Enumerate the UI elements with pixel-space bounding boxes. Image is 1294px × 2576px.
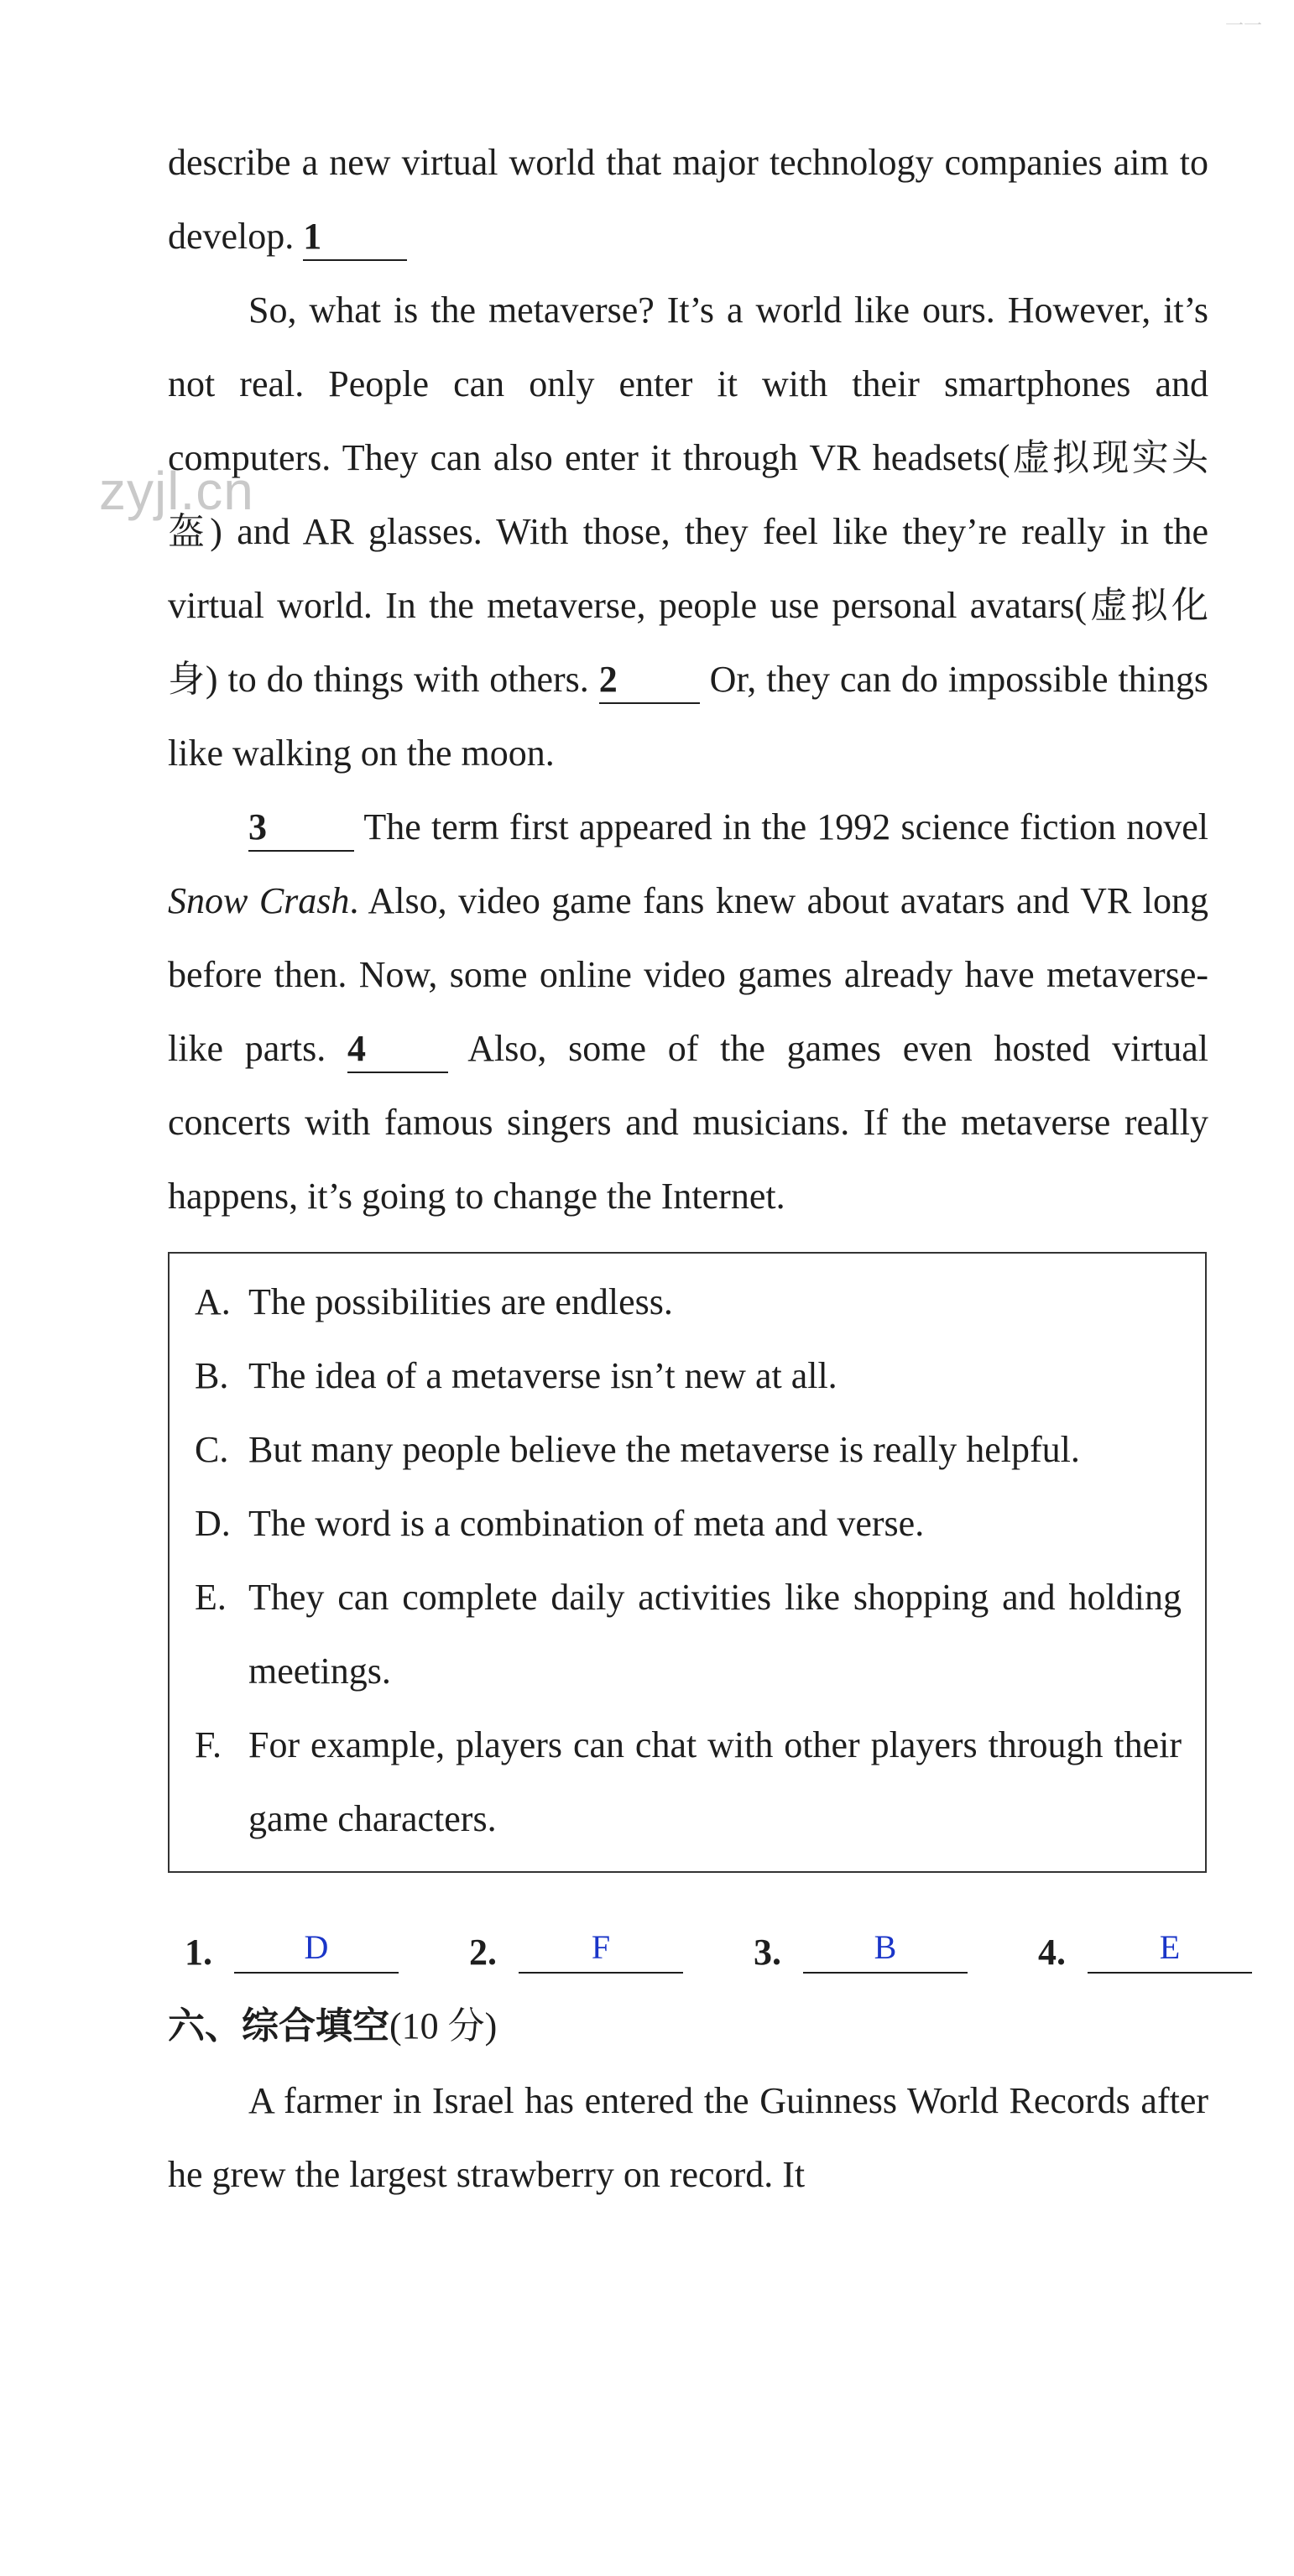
option-text: The idea of a metaverse isn’t new at all. [248, 1355, 837, 1396]
answer-value: E [1088, 1923, 1252, 1974]
page-content [168, 126, 1208, 2212]
option-b [195, 1339, 1182, 1413]
paragraph-3-text-c: Also, some of the games even hosted virtual concerts with famous singers and musicians. If the metaverse really happens, it’s going to change the Internet. [168, 1028, 1208, 1217]
option-letter: A. [195, 1281, 231, 1322]
option-letter: B. [195, 1355, 229, 1396]
options-box [168, 1252, 1207, 1873]
option-letter: E. [195, 1577, 227, 1618]
answer-value: F [519, 1923, 683, 1974]
answer-3 [737, 1923, 968, 1974]
answer-4 [1021, 1923, 1252, 1974]
answer-value: D [234, 1923, 399, 1974]
paragraph-2-text-b: Or, they can do impossible things like walking on the moon. [168, 659, 1208, 774]
section-title [168, 1989, 1208, 2064]
watermark: zyjl.cn [99, 461, 254, 521]
answer-number: 3. [754, 1932, 781, 1973]
option-a [195, 1265, 1182, 1339]
option-text: They can complete daily activities like shopping and holding meetings. [248, 1577, 1182, 1692]
paragraph-3 [168, 790, 1208, 1233]
answer-1 [168, 1923, 399, 1974]
blank-1: 1 [303, 214, 407, 261]
blank-4: 4 [347, 1026, 448, 1073]
option-d [195, 1487, 1182, 1561]
paragraph-1-text: describe a new virtual world that major technology companies aim to develop. [168, 142, 1208, 257]
option-letter: C. [195, 1429, 229, 1470]
answer-value: B [803, 1923, 968, 1974]
novel-title: Snow Crash [168, 880, 350, 921]
paragraph-2 [168, 274, 1208, 790]
next-passage: A farmer in Israel has entered the Guinness World Records after he grew the largest strawberry on record. It [168, 2080, 1208, 2195]
answer-row [168, 1898, 1208, 1974]
corner-mark: 一一 [1225, 15, 1263, 36]
answer-number: 1. [185, 1932, 212, 1973]
option-text: The possibilities are endless. [248, 1281, 673, 1322]
option-e [195, 1561, 1182, 1708]
blank-2: 2 [599, 657, 700, 704]
section-score: (10 分) [389, 2005, 498, 2047]
section-title-text: 六、综合填空 [168, 2005, 389, 2047]
blank-3: 3 [248, 805, 354, 852]
answer-2 [452, 1923, 683, 1974]
paragraph-3-text-a: The term first appeared in the 1992 science fiction novel [354, 806, 1208, 847]
option-f [195, 1708, 1182, 1856]
option-c [195, 1413, 1182, 1487]
answer-number: 4. [1038, 1932, 1066, 1973]
option-letter: F. [195, 1724, 222, 1765]
option-text: For example, players can chat with other players through their game characters. [248, 1724, 1182, 1839]
paragraph-2-text-a: So, what is the metaverse? It’s a world like ours. However, it’s not real. People can only enter it with their smartphones and computers. They can also enter it through VR headsets(虚拟现实头盔) and AR glasses. With those, they feel like they’re really in the virtual world. In the metaverse, people use personal avatars(虚拟化身) to do things with others. [168, 289, 1208, 700]
paragraph-1 [168, 126, 1208, 274]
option-letter: D. [195, 1503, 231, 1544]
option-text: The word is a combination of meta and verse. [248, 1503, 925, 1544]
option-text: But many people believe the metaverse is really helpful. [248, 1429, 1080, 1470]
answer-number: 2. [469, 1932, 497, 1973]
paragraph-3-text-b: . Also, video game fans knew about avatars and VR long before then. Now, some online video games already have metaverse-like parts. [168, 880, 1208, 1069]
